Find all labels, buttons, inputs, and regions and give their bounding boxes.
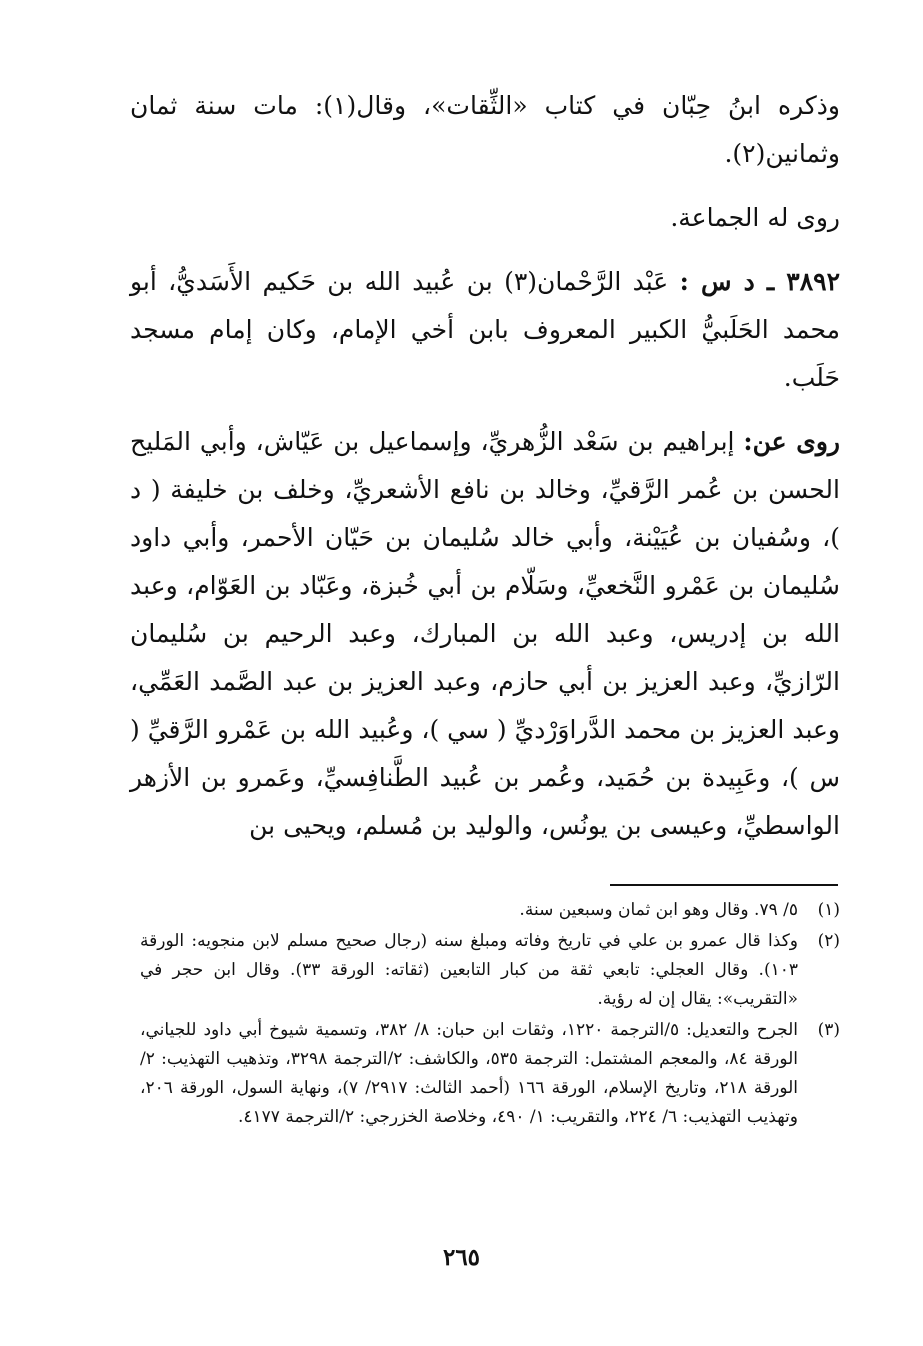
footnote-number: (٣) [817, 1020, 840, 1040]
footnote-number: (١) [817, 900, 840, 920]
paragraph-text: وذكره ابنُ حِبّان في كتاب «الثِّقات»، وقال(١): مات سنة ثمان وثمانين(٢). [130, 91, 840, 168]
narrated-from-text-block [130, 418, 840, 850]
narrated-from-list: إبراهيم بن سَعْد الزُّهريِّ، وإسماعيل بن عَيّاش، وأبي المَليح الحسن بن عُمر الرَّقيِّ، وخالد بن نافع الأشعريِّ، وخلف بن خليفة ( د )، وسُفيان بن عُيَيْنة، وأبي خالد سُليمان بن حَيّان الأحمر، وأبي داود سُليمان بن عَمْرو النَّخعيِّ، وسَلّام بن أبي خُبزة، وعَبّاد بن العَوّام، وعبد الله بن إدريس، وعبد الله بن المبارك، وعبد الرحيم بن سُليمان الرّازيِّ، وعبد العزيز بن أبي حازم، وعبد العزيز بن عبد الصَّمد العَمِّي، وعبد العزيز بن محمد الدَّراوَرْديِّ ( سي )، وعُبيد الله بن عَمْرو الرَّقيِّ ( س )، وعَبِيدة بن حُمَيد، وعُمر بن عُبيد الطَّنافِسيِّ، وعَمرو بن الأزهر الواسطيِّ، وعيسى بن يونُس، والوليد بن مُسلم، ويحيى بن [130, 427, 840, 840]
footnotes-section [140, 896, 840, 1134]
narrated-from-paragraph [130, 418, 840, 850]
footnote-1 [140, 896, 840, 925]
biography-entry-header [130, 258, 840, 402]
narrated-from-label: روى عن: [743, 427, 841, 456]
page-number: ٢٦٥ [442, 1244, 481, 1271]
footnote-text: الجرح والتعديل: ٥/الترجمة ١٢٢٠، وثقات ابن حبان: ٨/ ٣٨٢، وتسمية شيوخ أبي داود للجياني، الورقة ٨٤، والمعجم المشتمل: الترجمة ٥٣٥، والكاشف: ٢/الترجمة ٣٢٩٨، وتذهيب التهذيب: ٢/الورقة ٢١٨، وتاريخ الإسلام، الورقة ١٦٦ (أحمد الثالث: ٢٩١٧/ ٧)، ونهاية السول، الورقة ٢٠٦، وتهذيب التهذيب: ٦/ ٢٢٤، والتقريب: ١/ ٤٩٠، وخلاصة الخزرجي: ٢/الترجمة ٤١٧٧. [140, 1020, 799, 1127]
entry-number: ٣٨٩٢ ـ د س : [679, 267, 840, 296]
paragraph-narrators [130, 194, 840, 242]
footnote-divider [610, 884, 838, 886]
paragraph-text: روى له الجماعة. [670, 203, 840, 232]
entry-paragraph [130, 258, 840, 402]
entry-name-text: عَبْد الرَّحْمان(٣) بن عُبيد الله بن حَكيم الأَسَديُّ، أبو محمد الحَلَبيُّ الكبير المعروف بابن أخي الإمام، وكان إمام مسجد حَلَب. [130, 267, 840, 392]
footnote-2 [140, 927, 840, 1014]
footnote-3 [140, 1016, 840, 1132]
paragraph-ibn-hibban [130, 82, 840, 178]
footnote-number: (٢) [817, 931, 840, 951]
footnote-text: وكذا قال عمرو بن علي في تاريخ وفاته ومبلغ سنه (رجال صحيح مسلم لابن منجويه: الورقة ١٠٣). وقال العجلي: تابعي ثقة من كبار التابعين (ثقاته: الورقة ٣٣). وقال ابن حجر في «التقريب»: يقال إن له رؤية. [140, 931, 798, 1009]
footnote-text: ٥/ ٧٩. وقال وهو ابن ثمان وسبعين سنة. [519, 900, 798, 920]
